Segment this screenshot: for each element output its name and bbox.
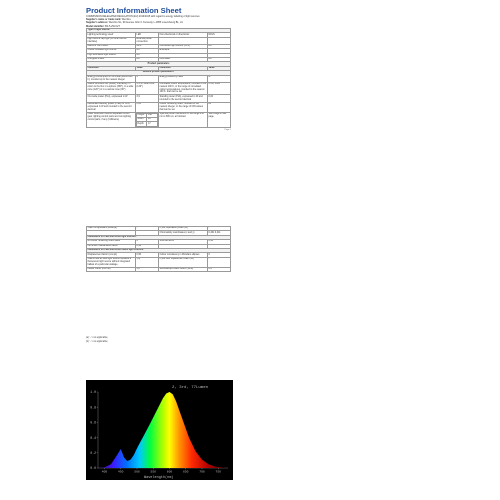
param-label: Energy consumption in on-mode (kWh/1000 h), rounded up to the nearest integer xyxy=(87,75,136,82)
param-label: Colour consistency in McAdam ellipses xyxy=(158,253,207,257)
dimension-name: Depth xyxy=(136,122,147,126)
value-col-header: Value xyxy=(207,66,230,70)
param-value: MLS xyxy=(135,44,158,48)
supplier-name-label: Supplier's name or trade mark: xyxy=(86,18,122,22)
light-source-type-table xyxy=(86,28,231,128)
y-tick-label: 0.6 xyxy=(90,420,96,425)
param-row xyxy=(87,95,231,102)
param-label xyxy=(158,37,207,44)
param-value: 0,96 xyxy=(135,244,158,248)
mains-param-row xyxy=(87,267,231,271)
param-value: No xyxy=(135,53,158,57)
param-value: 0,00 xyxy=(207,95,230,102)
param-label: Displacement factor (cos φ1) xyxy=(87,253,136,257)
param-value: 0,461 0,411 xyxy=(207,231,230,235)
type-row xyxy=(87,37,231,44)
param-value: 80 xyxy=(207,102,230,112)
param-label: Claim of equivalent power(a) xyxy=(87,227,136,231)
param-label: Useful luminous flux (Φuse), indicating if it refers to the flux in a sphere (360°), in a wide cone (120°) or in a narrow cone (90°) xyxy=(87,82,136,95)
dimension-name: Height xyxy=(136,113,147,117)
claims-table xyxy=(86,226,231,272)
model-identifier: BF-5-2W-C2T xyxy=(105,24,120,28)
param-label: Lighting technology used: xyxy=(87,33,136,37)
param-label: Chromaticity coordinates (x and y) xyxy=(158,231,207,235)
dimension-row xyxy=(136,122,157,126)
param-label: Claims that an LED light source replaces a fluorescent light source without integrated ballast of a particular wattage. xyxy=(87,257,136,267)
x-tick-label: 750 xyxy=(215,470,221,474)
param-value: External power connection xyxy=(135,37,158,44)
param-value: No xyxy=(207,44,230,48)
param-value: 3,9 xyxy=(135,95,158,102)
param-label: If yes then replacement claim (W) xyxy=(158,257,207,267)
param-value: 0,00 xyxy=(135,102,158,112)
footnotes xyxy=(86,336,108,344)
supplier-address: Wemhre NL, 99 Avenue John F. Kennedy, L-1855 Luxembourg BL, LU xyxy=(108,21,184,25)
mains-param-row xyxy=(87,257,231,267)
param-label: Energy efficiency class xyxy=(158,75,207,82)
dimension-value: 20 xyxy=(147,118,158,122)
param-row xyxy=(87,75,231,82)
regulation-text: COMMISSION DELEGATED REGULATION (EU) 2019/2015 with regard to energy labelling of light sources xyxy=(86,15,200,18)
param-label: R9 colour rendering index value xyxy=(87,240,136,244)
spectral-distribution-chart xyxy=(86,380,233,480)
x-tick-label: 450 xyxy=(118,470,124,474)
x-tick-label: 700 xyxy=(199,470,205,474)
param-label: Anti-glare shield: xyxy=(87,57,136,61)
param-value xyxy=(207,37,230,44)
value-col-header: Value xyxy=(135,66,158,70)
mains-params-header: Parameters for LED and OLED mains light sources: xyxy=(87,248,231,252)
param-value: G xyxy=(207,75,230,82)
footnote: (b) '-': not applicable; xyxy=(86,340,109,343)
dimension-label: Outer dimension without separate control gear, lighting control parts and non-lighting control parts, if any (millimetre) xyxy=(87,112,136,127)
param-value: - xyxy=(207,257,230,267)
page-mark: Page 1 xyxy=(224,128,231,131)
param-value: NDLS xyxy=(207,33,230,37)
param-label: Non-directional or directional: xyxy=(158,33,207,37)
product-information-sheet xyxy=(86,6,231,131)
param-label: the lumen maintenance factor xyxy=(87,244,136,248)
param-value: 0,96 xyxy=(207,240,230,244)
param-value: 370 in Wide cone (120°) xyxy=(135,82,158,95)
param-label: Networked standby power (Pnet) for CLS, expressed in W and rounded to the second decimal xyxy=(87,102,136,112)
dimension-value: 17 xyxy=(147,122,158,126)
param-label: Correlated colour temperature, rounded to the nearest 100 K, or the range of correlated colour temperatures, rounded to the nearest 100 K, that can be set xyxy=(159,83,207,94)
footnote: (a) '-': not applicable; xyxy=(86,336,109,339)
x-tick-label: 650 xyxy=(183,470,189,474)
param-value: 4 xyxy=(135,75,158,82)
param-value: 0,4 xyxy=(207,267,230,271)
param-label: If yes, equivalent power (W) xyxy=(158,227,207,231)
sheet-title: Product Information Sheet xyxy=(86,6,182,15)
param-label: Standby power (Psb), expressed in W and rounded to the second decimal xyxy=(158,95,207,102)
param-label: Light source cap-type (or other electric interface) xyxy=(87,37,136,44)
spectral-value: See image in last page xyxy=(207,112,230,127)
param-row xyxy=(87,102,231,112)
param-label: Envelope: xyxy=(158,49,207,53)
param-col-header: Parameter xyxy=(87,66,136,70)
y-tick-label: 1.0 xyxy=(90,390,96,395)
param-value: - xyxy=(207,227,230,231)
chart-title: 2, 3rd, 77Lumen xyxy=(172,386,209,390)
param-label: On-mode power (Pon), expressed in W xyxy=(87,95,136,102)
param-value: -(b) xyxy=(135,257,158,267)
general-params-header: General product parameters: xyxy=(87,71,231,75)
param-row xyxy=(87,82,231,95)
page-2-block xyxy=(86,226,231,272)
param-label: Survival factor xyxy=(158,240,207,244)
dimension-value: 198 xyxy=(147,113,158,117)
param-label: Dimmable: xyxy=(158,57,207,61)
y-tick-label: 0.0 xyxy=(90,466,96,471)
param-value: No xyxy=(135,57,158,61)
param-value: 6 xyxy=(135,240,158,244)
dimension-cell xyxy=(135,112,158,127)
param-value: - xyxy=(135,227,158,231)
led-params-header: Parameters for LED and OLED light sources: xyxy=(87,235,231,239)
param-value: 2700, 3000 xyxy=(207,82,230,95)
type-header: Type of light source: xyxy=(87,28,231,32)
supplier-name: Wemhre xyxy=(121,18,131,22)
param-label: Flicker metric (Pst LM) xyxy=(87,267,136,271)
param-value: LED xyxy=(135,33,158,37)
param-label: Colour-tuneable light source: xyxy=(87,49,136,53)
y-tick-label: 0.2 xyxy=(90,451,96,455)
x-tick-label: 550 xyxy=(150,470,156,474)
x-tick-label: 600 xyxy=(166,470,173,474)
param-col-header: Parameter xyxy=(158,66,207,70)
param-value: 6 xyxy=(207,253,230,257)
param-value: No xyxy=(135,49,158,53)
param-value: 0,50 xyxy=(135,253,158,257)
param-value: 1,0 xyxy=(135,267,158,271)
supplier-address-label: Supplier's address: xyxy=(86,21,109,25)
product-params-header: Product parameters xyxy=(87,62,231,66)
x-axis-label: Wavelength(nm) xyxy=(144,476,174,480)
model-label: Model identifier: xyxy=(86,24,105,28)
dimension-name: Width xyxy=(136,118,147,122)
param-value: No xyxy=(207,57,230,61)
y-tick-label: 0.8 xyxy=(90,405,96,410)
param-label: High luminance light source: xyxy=(87,53,136,57)
x-tick-label: 400 xyxy=(101,470,108,474)
param-label: Stroboscopic effect metric (SVM) xyxy=(158,267,207,271)
spectral-label: Spectral power distribution in the range 250 nm to 800 nm, at full-load xyxy=(158,112,207,127)
param-label: Mains or non-mains: xyxy=(87,44,136,48)
param-label: Colour rendering index, rounded to the nearest integer, or the range of CRI-values that can be set xyxy=(158,102,207,112)
y-tick-label: 0.4 xyxy=(90,435,96,440)
param-label: Connected light source (CLS): xyxy=(158,44,207,48)
x-tick-label: 500 xyxy=(134,470,140,474)
